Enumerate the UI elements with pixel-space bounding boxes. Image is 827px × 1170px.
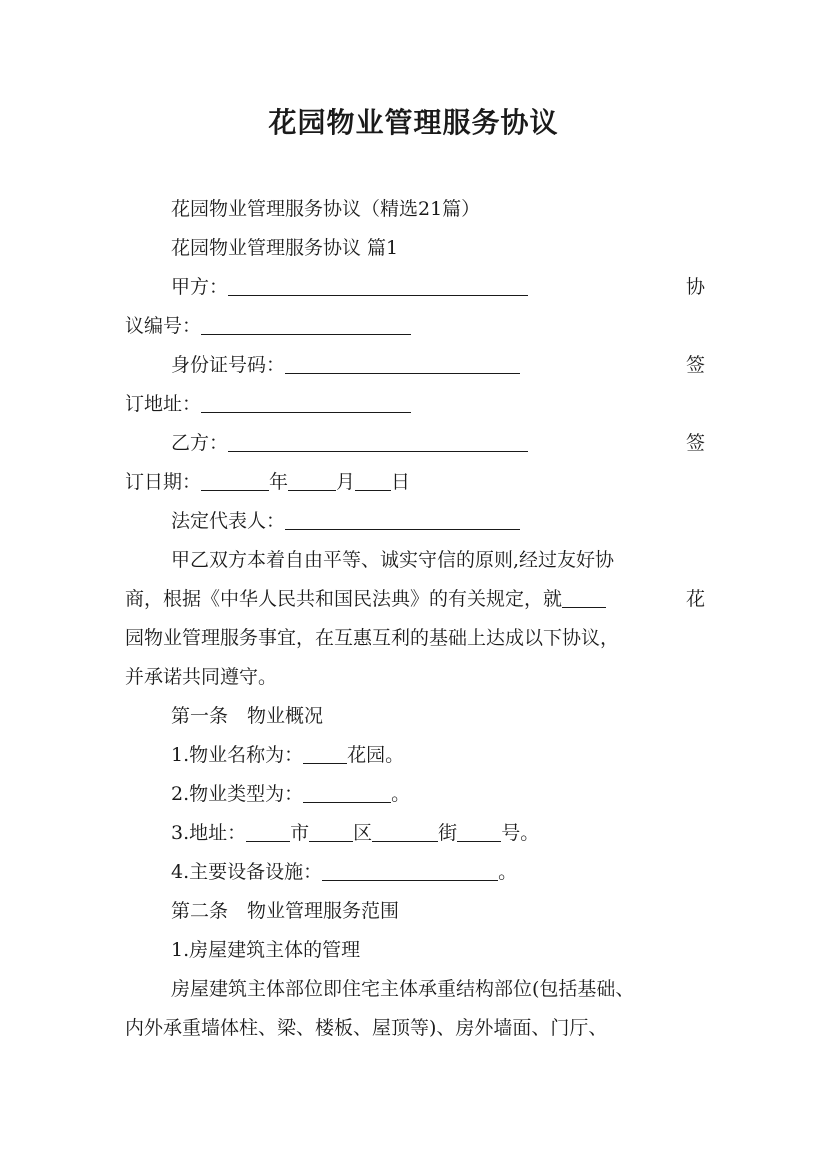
item-1-1-end: 花园。 <box>347 744 405 766</box>
road-blank <box>372 817 438 842</box>
intro-line-1: 甲乙双方本着自由平等、诚实守信的原则,经过友好协 <box>171 549 615 571</box>
party-b-blank <box>228 427 528 452</box>
facilities-blank <box>322 856 498 881</box>
article-1-heading: 第一条 物业概况 <box>171 705 324 727</box>
agreement-no-label-start: 协 <box>685 276 705 298</box>
district-blank <box>309 817 353 842</box>
party-b-label: 乙方： <box>171 432 229 454</box>
sign-place-label-start: 签 <box>685 354 705 376</box>
document-body <box>125 190 705 1048</box>
item-1-2-end: 。 <box>391 783 411 805</box>
document-title: 花园物业管理服务协议 <box>268 106 559 139</box>
item-1-4 <box>125 853 705 892</box>
property-name-blank <box>303 739 347 764</box>
city-blank <box>246 817 290 842</box>
legal-rep-blank <box>285 505 520 530</box>
intro-line-3: 园物业管理服务事宜，在互惠互利的基础上达成以下协议， <box>125 627 620 649</box>
district-label: 区 <box>353 822 373 844</box>
street-label: 街 <box>438 822 458 844</box>
item-1-1-label: 1.物业名称为： <box>171 744 304 766</box>
paragraph-2-1-line-2: 内外承重墙体柱、梁、楼板、屋顶等)、房外墙面、门厅、 <box>125 1017 608 1039</box>
agreement-no-blank <box>201 310 411 335</box>
number-label: 号。 <box>501 822 540 844</box>
year-blank <box>201 466 269 491</box>
intro-line-2 <box>125 580 705 619</box>
item-1-1 <box>125 736 705 775</box>
month-blank <box>288 466 336 491</box>
item-2-1: 1.房屋建筑主体的管理 <box>171 939 361 961</box>
party-a-blank <box>228 271 528 296</box>
year-label: 年 <box>269 471 289 493</box>
property-type-blank <box>303 778 391 803</box>
paragraph-2-1-line-1: 房屋建筑主体部位即住宅主体承重结构部位(包括基础、 <box>171 978 635 1000</box>
day-label: 日 <box>391 471 411 493</box>
sign-date-label-start: 签 <box>685 432 705 454</box>
agreement-no-label: 议编号： <box>125 315 202 337</box>
item-1-3 <box>125 814 705 853</box>
party-b-line <box>125 424 705 463</box>
id-number-line <box>125 346 705 385</box>
intro-line-2-end: 花 <box>685 588 705 610</box>
item-1-3-label: 3.地址： <box>171 822 247 844</box>
sign-date-label: 订日期： <box>125 471 202 493</box>
number-blank <box>457 817 501 842</box>
city-label: 市 <box>290 822 310 844</box>
day-blank <box>355 466 391 491</box>
legal-rep-label: 法定代表人： <box>171 510 286 532</box>
project-blank <box>562 583 606 608</box>
sign-place-line <box>125 385 705 424</box>
item-1-4-end: 。 <box>498 861 518 883</box>
document-subtitle: 花园物业管理服务协议（精选21篇） <box>171 198 481 220</box>
item-1-2-label: 2.物业类型为： <box>171 783 304 805</box>
agreement-no-line <box>125 307 705 346</box>
article-2-heading: 第二条 物业管理服务范围 <box>171 900 400 922</box>
legal-rep-line <box>125 502 705 541</box>
month-label: 月 <box>336 471 356 493</box>
item-1-4-label: 4.主要设备设施： <box>171 861 323 883</box>
sign-place-blank <box>201 388 411 413</box>
sign-date-line <box>125 463 705 502</box>
section-heading: 花园物业管理服务协议 篇1 <box>171 237 399 259</box>
sign-place-label: 订地址： <box>125 393 202 415</box>
id-number-label: 身份证号码： <box>171 354 286 376</box>
item-1-2 <box>125 775 705 814</box>
intro-line-4: 并承诺共同遵守。 <box>125 666 278 688</box>
id-number-blank <box>285 349 520 374</box>
party-a-line <box>125 268 705 307</box>
party-a-label: 甲方： <box>171 276 229 298</box>
intro-line-2-text: 商，根据《中华人民共和国民法典》的有关规定，就 <box>125 588 563 610</box>
